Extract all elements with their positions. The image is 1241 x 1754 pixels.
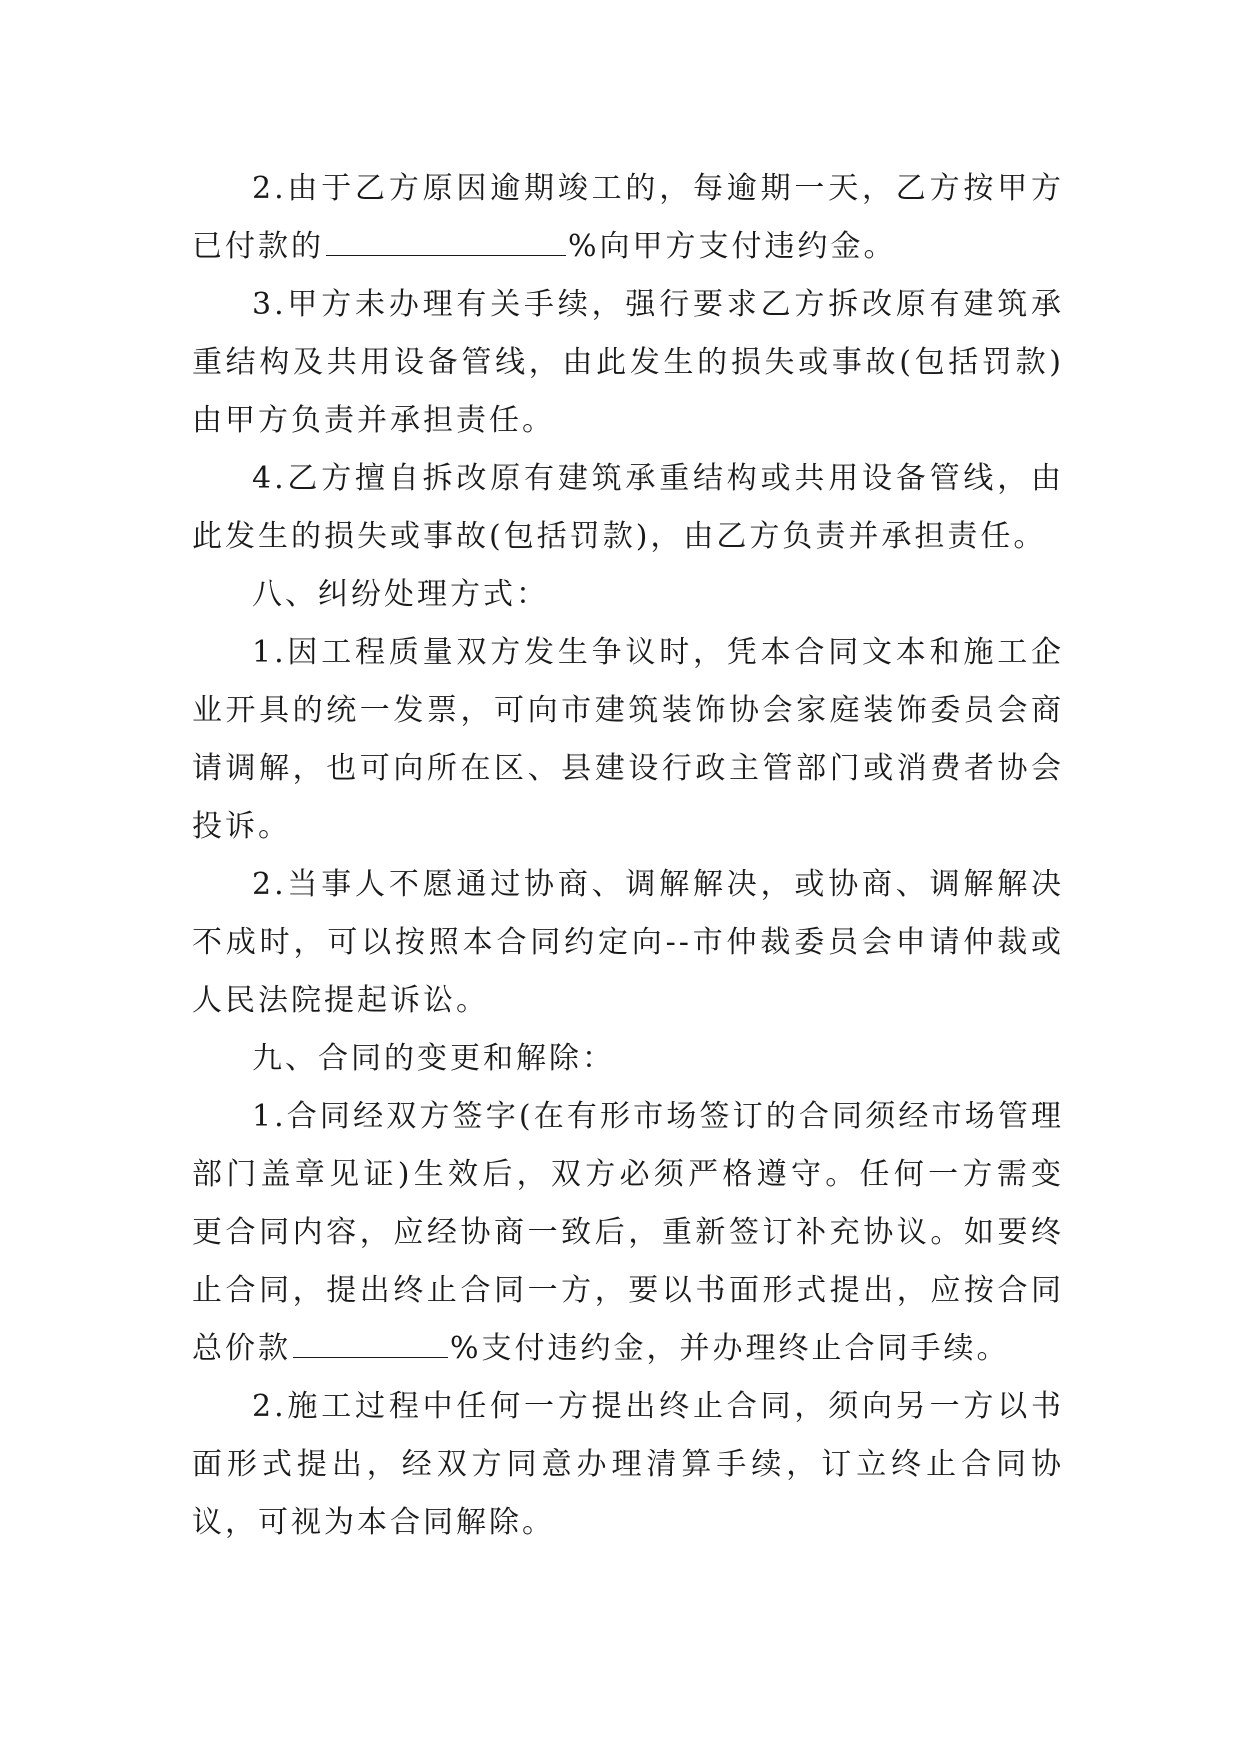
clause-text: 1.合同经双方签字(在有形市场签订的合同须经市场管理部门盖章见证)生效后，双方必须严格遵守。任何一方需变更合同内容，应经协商一致后，重新签订补充协议。如要终止合同，提出终止合同一方，要以书面形式提出，应按合同总价款	[192, 1099, 1064, 1366]
document-body	[192, 160, 1064, 1552]
clause-text: %支付违约金，并办理终止合同手续。	[450, 1331, 1010, 1366]
clause-9-1	[192, 1088, 1064, 1378]
clause-7-4: 4.乙方擅自拆改原有建筑承重结构或共用设备管线，由此发生的损失或事故(包括罚款)，由乙方负责并承担责任。	[192, 461, 1064, 554]
fill-in-blank	[293, 1327, 448, 1358]
clause-8-1: 1.因工程质量双方发生争议时，凭本合同文本和施工企业开具的统一发票，可向市建筑装饰协会家庭装饰委员会商请调解，也可向所在区、县建设行政主管部门或消费者协会投诉。	[192, 635, 1064, 844]
fill-in-blank	[326, 225, 566, 256]
clause-text: 2.由于乙方原因逾期竣工的，每逾期一天，乙方按甲方已付款的	[192, 171, 1064, 264]
clause-8-2: 2.当事人不愿通过协商、调解解决，或协商、调解解决不成时，可以按照本合同约定向--市仲裁委员会申请仲裁或人民法院提起诉讼。	[192, 867, 1064, 1018]
section-heading-8: 八、纠纷处理方式：	[252, 577, 549, 612]
clause-7-2	[192, 160, 1064, 276]
section-heading-9: 九、合同的变更和解除：	[252, 1041, 615, 1076]
clause-text: %向甲方支付违约金。	[568, 229, 897, 264]
clause-7-3: 3.甲方未办理有关手续，强行要求乙方拆改原有建筑承重结构及共用设备管线，由此发生的损失或事故(包括罚款)由甲方负责并承担责任。	[192, 287, 1064, 438]
clause-9-2: 2.施工过程中任何一方提出终止合同，须向另一方以书面形式提出，经双方同意办理清算手续，订立终止合同协议，可视为本合同解除。	[192, 1389, 1064, 1540]
